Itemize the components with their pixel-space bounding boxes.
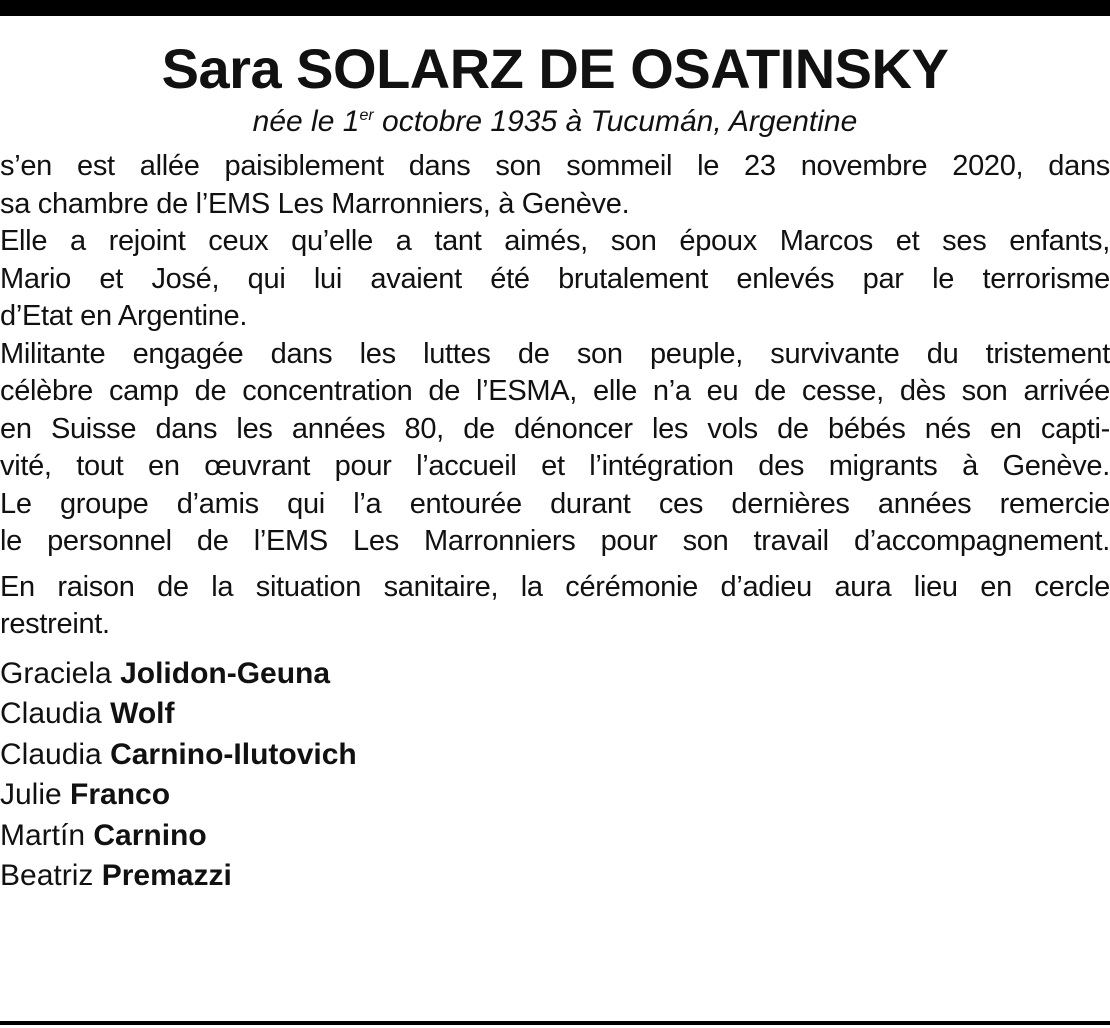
signer-first-name: Beatriz	[0, 859, 94, 892]
signer-first-name: Claudia	[0, 697, 102, 730]
deceased-name: Sara SOLARZ DE OSATINSKY	[161, 37, 949, 100]
signer-first-name: Claudia	[0, 737, 102, 771]
text-line: célèbre camp de concentration de l’ESMA, elle n’a eu de cesse, dès son arrivée	[0, 375, 1110, 407]
birth-line	[0, 104, 1110, 140]
text-line: sa chambre de l’EMS Les Marronniers, à Genève.	[0, 187, 630, 220]
signer-last-name: Carnino-Ilutovich	[110, 737, 357, 771]
text-line: restreint.	[0, 608, 110, 640]
text-line: s’en est allée paisiblement dans son sommeil le 23 novembre 2020, dans	[0, 150, 1110, 182]
text-line: Elle a rejoint ceux qu’elle a tant aimés, son époux Marcos et ses enfants,	[0, 225, 1110, 257]
birth-prefix: née le 1	[252, 105, 360, 138]
signer-first-name: Martín	[0, 818, 86, 852]
signer	[0, 735, 1110, 776]
birth-suffix: octobre 1935 à Tucumán, Argentine	[373, 105, 858, 138]
text-line: Le groupe d’amis qui l’a entourée durant ces dernières années remercie	[0, 487, 1110, 520]
text-line: Mario et José, qui lui avaient été brutalement enlevés par le terrorisme	[0, 262, 1110, 295]
signer	[0, 694, 1110, 735]
text-line: le personnel de l’EMS Les Marronniers pour son travail d’accompagnement.	[0, 525, 1110, 557]
signer-last-name: Wolf	[110, 697, 175, 730]
text-line: En raison de la situation sanitaire, la cérémonie d’adieu aura lieu en cercle	[0, 570, 1110, 603]
signers-list	[0, 654, 1110, 897]
signer	[0, 856, 1110, 897]
text-line: en Suisse dans les années 80, de dénoncer les vols de bébés nés en capti-	[0, 412, 1110, 445]
text-line: vité, tout en œuvrant pour l’accueil et l’intégration des migrants à Genève.	[0, 450, 1110, 482]
paragraph-ceremony	[0, 569, 1110, 644]
signer-first-name: Graciela	[0, 656, 112, 690]
signer-last-name: Jolidon-Geuna	[120, 656, 331, 690]
text-line: Militante engagée dans les luttes de son peuple, survivante du tristement	[0, 337, 1110, 370]
signer	[0, 775, 1110, 816]
paragraph-passing	[0, 148, 1110, 561]
signer-last-name: Carnino	[93, 818, 207, 852]
bottom-rule	[0, 1021, 1110, 1025]
top-rule	[0, 0, 1110, 16]
birth-ordinal: er	[359, 107, 374, 124]
signer-last-name: Premazzi	[101, 859, 232, 892]
obituary	[0, 34, 1110, 897]
signer-last-name: Franco	[70, 778, 171, 811]
signer	[0, 816, 1110, 857]
text-line: d’Etat en Argentine.	[0, 300, 248, 332]
signer	[0, 654, 1110, 695]
signer-first-name: Julie	[0, 778, 62, 811]
